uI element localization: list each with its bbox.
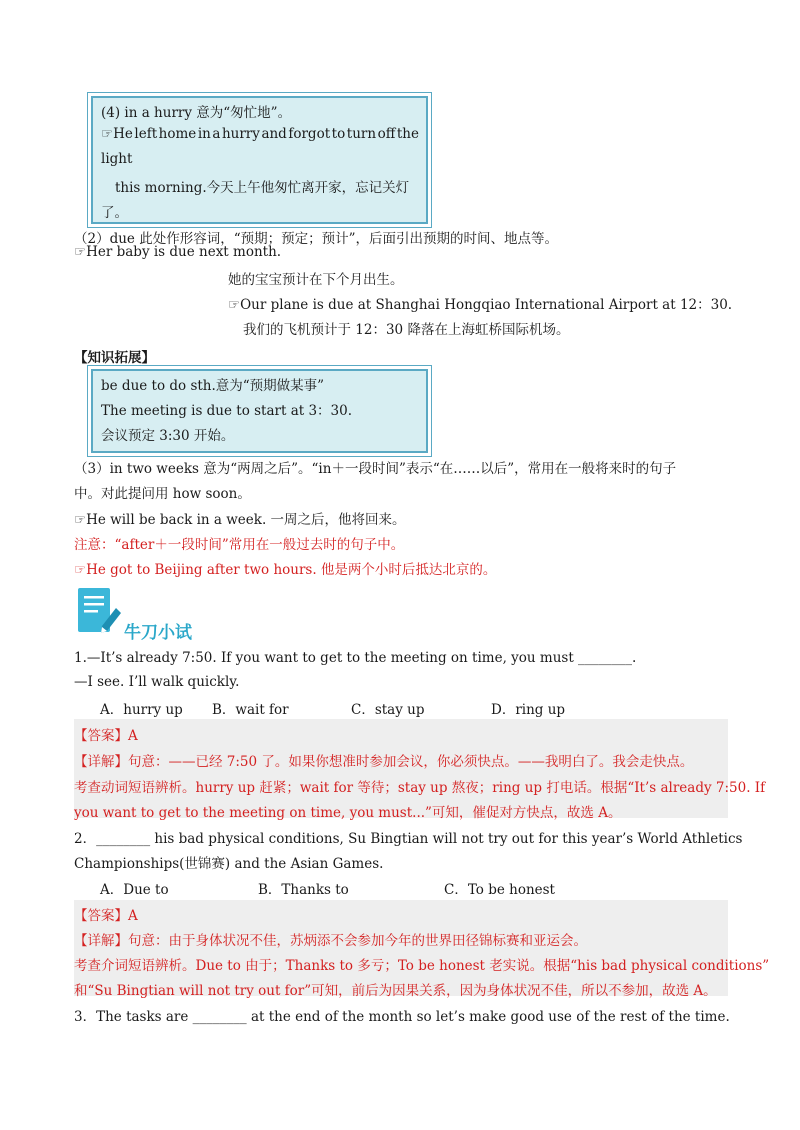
box-line-2-word: ☞He — [101, 126, 133, 142]
box-line-3: light — [101, 151, 133, 167]
question-2-line-1: 2．________ his bad physical conditions, Su Bingtian will not try out for this year’s World Athletics — [74, 831, 743, 847]
knowledge-extension-title: 【知识拓展】 — [74, 350, 155, 366]
box-line-2-word: in — [197, 126, 211, 142]
question-1-line-1: 1.—It’s already 7:50. If you want to get to the meeting on time, you must ________. — [74, 650, 637, 666]
after-example: ☞He got to Beijing after two hours. 他是两个小时后抵达北京的。 — [74, 562, 497, 578]
after-note: 注意：“after＋一段时间”常用在一般过去时的句子中。 — [74, 537, 405, 553]
notebook-pencil-icon — [76, 586, 122, 636]
due-example-2: ☞Our plane is due at Shanghai Hongqiao International Airport at 12：30. — [228, 297, 733, 313]
q2-answer-box — [74, 900, 770, 999]
q2-answer: 【答案】A — [74, 908, 138, 924]
due-example-1: ☞Her baby is due next month. — [74, 244, 282, 260]
q1-detail-2: 考查动词短语辨析。hurry up 赶紧；wait for 等待；stay up 熬夜；ring up 打电话。根据“It’s already 7:50. If — [74, 780, 766, 796]
due-example-1-translation: 她的宝宝预计在下个月出生。 — [228, 272, 404, 288]
box-line-2-word: off — [377, 126, 396, 142]
in-two-weeks-definition-cont: 中。对此提问用 how soon。 — [74, 486, 251, 502]
example-box-in-a-hurry — [91, 96, 428, 224]
in-two-weeks-definition: （3）in two weeks 意为“两周之后”。“in＋一段时间”表示“在……以后”，常用在一般将来时的句子 — [74, 461, 677, 477]
box-line-2-word: turn — [346, 126, 377, 142]
box-line-5: 了。 — [101, 205, 128, 221]
q2-option-b: B．Thanks to — [258, 882, 349, 898]
box-line-2-word: home — [158, 126, 197, 142]
due-example-2-translation: 我们的飞机预计于 12：30 降落在上海虹桥国际机场。 — [243, 322, 570, 338]
box-line-2-word: a — [212, 126, 221, 142]
q2-detail-3: 和“Su Bingtian will not try out for”可知，前后为因果关系，因为身体状况不佳，所以不参加，故选 A。 — [74, 983, 717, 999]
question-1-line-2: —I see. I’ll walk quickly. — [74, 674, 240, 690]
ext-line-1: be due to do sth.意为“预期做某事” — [101, 378, 325, 394]
box-line-2-word: and — [261, 126, 287, 142]
q2-detail-2: 考查介词短语辨析。Due to 由于；Thanks to 多亏；To be honest 老实说。根据“his bad physical conditions” — [74, 958, 770, 974]
ext-line-3: 会议预定 3:30 开始。 — [101, 428, 235, 444]
box-line-2-word: to — [331, 126, 346, 142]
in-a-week-example: ☞He will be back in a week. 一周之后，他将回来。 — [74, 512, 406, 528]
q1-option-d: D．ring up — [491, 702, 566, 718]
extension-box — [91, 369, 428, 453]
q2-option-c: C．To be honest — [444, 882, 555, 898]
box-line-1: (4) in a hurry 意为“匆忙地”。 — [101, 105, 292, 121]
box-line-2 — [101, 126, 419, 142]
q2-option-a: A．Due to — [100, 882, 169, 898]
q2-detail-1: 【详解】句意：由于身体状况不佳，苏炳添不会参加今年的世界田径锦标赛和亚运会。 — [74, 933, 587, 949]
due-definition: （2）due 此处作形容词，“预期；预定；预计”，后面引出预期的时间、地点等。 — [74, 231, 559, 247]
question-2-line-2: Championships(世锦赛) and the Asian Games. — [74, 856, 384, 872]
question-3-line-1: 3．The tasks are ________ at the end of the month so let’s make good use of the rest of the time. — [74, 1009, 730, 1025]
q1-detail-3: you want to get to the meeting on time, you must...”可知，催促对方快点，故选 A。 — [74, 805, 622, 821]
box-line-2-word: the — [396, 126, 419, 142]
q1-option-a: A．hurry up — [100, 702, 183, 718]
box-line-2-word: hurry — [221, 126, 260, 142]
ext-line-2: The meeting is due to start at 3：30. — [101, 403, 353, 419]
section-title: 牛刀小试 — [124, 623, 192, 643]
box-line-4: this morning.今天上午他匆忙离开家，忘记关灯 — [115, 180, 410, 196]
q1-detail-1: 【详解】句意：——已经 7:50 了。如果你想准时参加会议，你必须快点。——我明白了。我会走快点。 — [74, 754, 694, 770]
q1-answer: 【答案】A — [74, 728, 138, 744]
box-line-2-word: left — [134, 126, 158, 142]
box-line-2-word: forgot — [288, 126, 331, 142]
q1-option-b: B．wait for — [212, 702, 289, 718]
q1-option-c: C．stay up — [351, 702, 425, 718]
q1-answer-box — [74, 719, 766, 821]
